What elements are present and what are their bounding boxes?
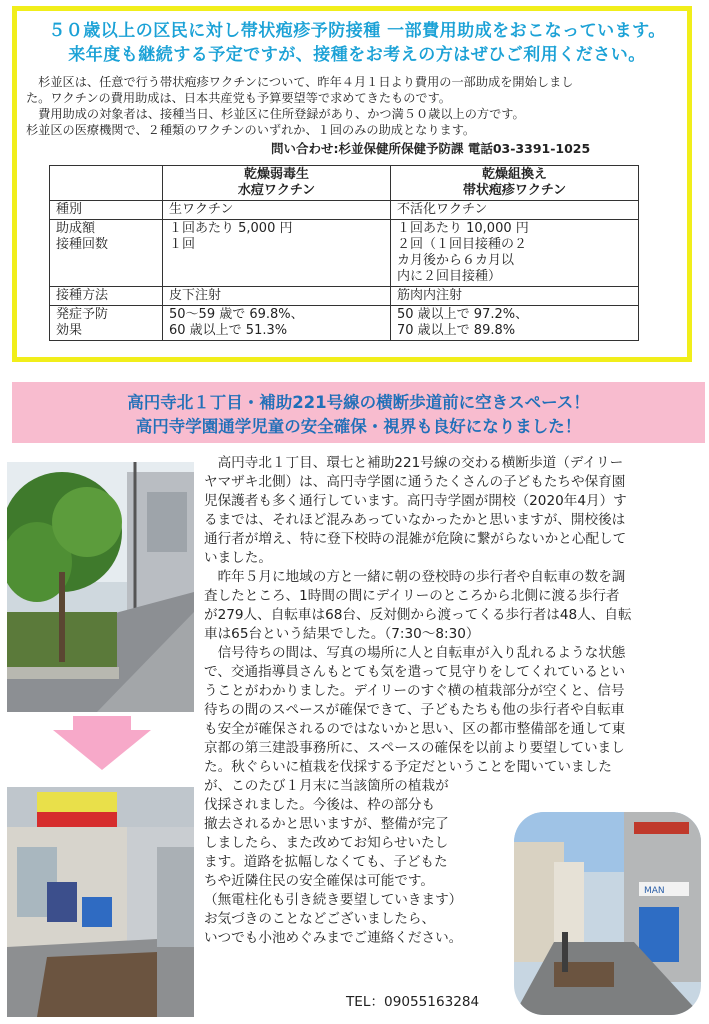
article-line: も安全が確保されるのではないかと思い、区の都市整備部を通して東 [204, 721, 626, 737]
photo-before [7, 462, 194, 712]
article-line: うことがわかりました。デイリーのすぐ横の植栽部分が空くと、信号 [204, 683, 625, 699]
table-cell: 皮下注射 [163, 287, 391, 306]
article-line: 査したところ、1時間の間にデイリーのところから北側に渡る歩行者 [204, 588, 620, 604]
photo-street-image [514, 812, 701, 1015]
row-label: 発症予防 効果 [50, 306, 163, 341]
table-header-row [50, 166, 639, 201]
photo-after-image [7, 787, 194, 1017]
table-cell: １回あたり 10,000 円 ２回（１回目接種の２ カ月後から６カ月以 内に２回目接種） [391, 220, 639, 287]
article-line: 京都の第三建設事務所に、スペースの確保を以前より要望していまし [204, 740, 625, 756]
article-line: （無電柱化も引き続き要望していきます） [204, 892, 463, 908]
article-line: が、このたび１月末に当該箇所の植栽が [204, 778, 449, 794]
table-cell: 50～59 歳で 69.8%、 60 歳以上で 51.3% [163, 306, 391, 341]
notice-paragraph-line: た。ワクチンの費用助成は、日本共産党も予算要望等で求めてきたものです。 [26, 91, 451, 105]
contact-line: 問い合わせ:杉並保健所保健予防課 電話03-3391-1025 [271, 141, 591, 156]
table-cell: 不活化ワクチン [391, 201, 639, 220]
article-line: るまでは、それほど混みあっていなかったかと思いますが、開校後は [204, 512, 626, 528]
article-line: 撤去されるかと思いますが、整備が完了 [204, 816, 449, 832]
photo-before-image [7, 462, 194, 712]
crossing-title-1: 高円寺北１丁目・補助221号線の横断歩道前に空きスペース！ [127, 393, 590, 412]
row-label: 接種方法 [50, 287, 163, 306]
article-line: 児保護者も多く通行しています。高円寺学園が開校（2020年4月）す [204, 493, 627, 509]
photo-street [514, 812, 701, 1015]
article-line: が279人、自転車は68台、反対側から渡ってくる歩行者は48人、自転 [204, 607, 632, 623]
table-cell: １回あたり 5,000 円 １回 [163, 220, 391, 287]
article-line: いました。 [204, 550, 272, 566]
table-cell: 筋肉内注射 [391, 287, 639, 306]
article-line: 伐採されました。今後は、枠の部分も [204, 797, 436, 813]
table-row [50, 306, 639, 341]
article-line: ます。道路を拡幅しなくても、子どもた [204, 854, 448, 870]
store-sign-text: MAN [644, 886, 665, 896]
article-line: 高円寺北１丁目、環七と補助221号線の交わる横断歩道（デイリー [204, 455, 624, 471]
crossing-title-2: 高円寺学園通学児童の安全確保・視界も良好になりました！ [135, 417, 582, 436]
article-line: で、交通指導員さんもとても気を遣って見守りをしてくれているとい [204, 664, 626, 680]
crossing-section-header [12, 382, 705, 443]
notice-paragraph-line: 費用助成の対象者は、接種当日、杉並区に住所登録があり、かつ満５０歳以上の方です。 [26, 107, 525, 121]
row-label: 助成額 接種回数 [50, 220, 163, 287]
article-line: お気づきのことなどございましたら、 [204, 911, 436, 927]
vaccine-table [49, 165, 639, 341]
table-header-cell: 乾燥組換え 帯状疱疹ワクチン [391, 166, 639, 201]
notice-paragraph-line: 杉並区は、任意で行う帯状疱疹ワクチンについて、昨年４月１日より費用の一部助成を開始しまし [26, 75, 574, 89]
article-line: 待ちの間のスペースが確保できて、子どもたちも他の歩行者や自転車 [204, 702, 625, 718]
table-row [50, 287, 639, 306]
arrow-down-icon [53, 716, 151, 770]
article-line: 昨年５月に地域の方と一緒に朝の登校時の歩行者や自転車の数を調 [204, 569, 626, 585]
table-cell: 50 歳以上で 97.2%、 70 歳以上で 89.8% [391, 306, 639, 341]
table-row [50, 201, 639, 220]
article-line: 通行者が増え、特に登下校時の混雑が危険に繋がらないかと心配して [204, 531, 627, 547]
article-line: 信号待ちの間は、写真の場所に人と自転車が入り乱れるような状態 [204, 645, 626, 661]
row-label: 種別 [50, 201, 163, 220]
notice-headline-2: 来年度も継続する予定ですが、接種をお考えの方はぜひご利用ください。 [68, 45, 646, 65]
article-line: た。秋ぐらいに植栽を伐採する予定だということを聞いていました [204, 759, 612, 775]
photo-after [7, 787, 194, 1017]
article-line: ちや近隣住民の安全確保は可能です。 [204, 873, 435, 889]
table-header-cell [50, 166, 163, 201]
article-line: いつでも小池めぐみまでご連絡ください。 [204, 930, 463, 946]
table-header-cell: 乾燥弱毒生 水痘ワクチン [163, 166, 391, 201]
tel-number: TEL：09055163284 [346, 994, 480, 1010]
notice-paragraph-line: 杉並区の医療機関で、２種類のワクチンのいずれか、１回のみの助成となります。 [26, 123, 476, 137]
article-line: ヤマザキ北側）は、高円寺学園に通うたくさんの子どもたちや保育園 [204, 474, 626, 490]
table-row [50, 220, 639, 287]
article-line: しましたら、また改めてお知らせいたし [204, 835, 449, 851]
article-line: 車は65台という結果でした。（7:30～8:30） [204, 626, 480, 642]
table-cell: 生ワクチン [163, 201, 391, 220]
vaccine-notice-box [12, 6, 692, 362]
notice-headline-1: ５０歳以上の区民に対し帯状疱疹予防接種 一部費用助成をおこなっています。 [48, 21, 666, 41]
